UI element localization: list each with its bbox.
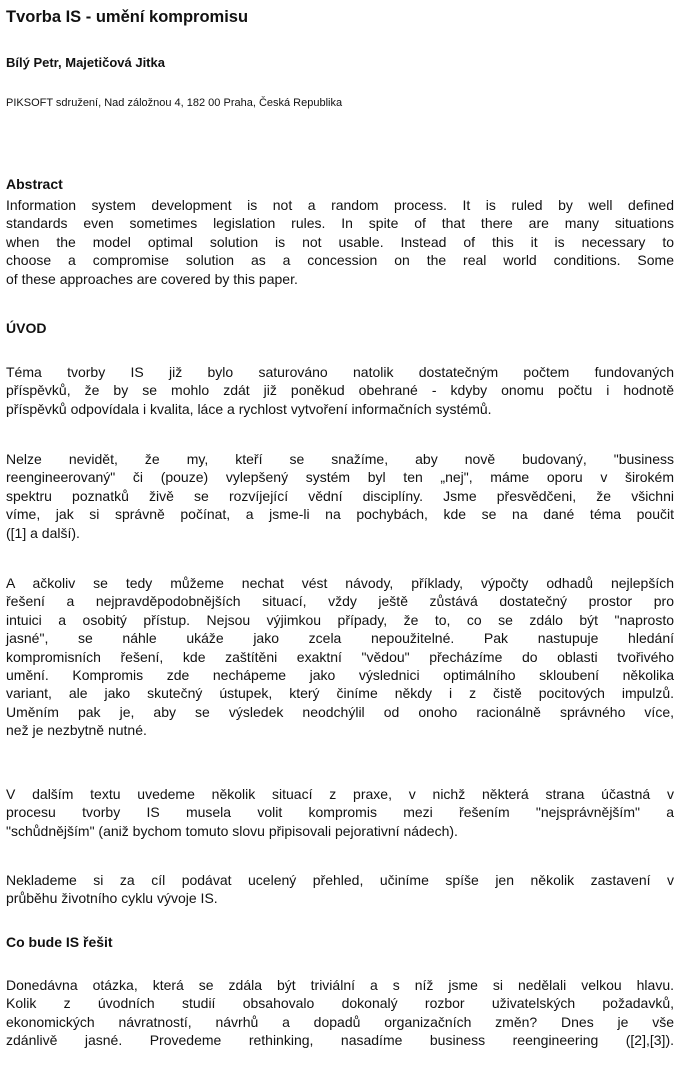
uvod-paragraph-4 bbox=[6, 785, 674, 840]
uvod-heading: ÚVOD bbox=[6, 320, 47, 336]
abstract-paragraph bbox=[6, 196, 674, 288]
text-line: řešení a nejpravděpodobnějších situací, vždy ještě zůstává dostatečný prostor pro bbox=[6, 593, 674, 610]
text-line: of these approaches are covered by this paper. bbox=[6, 270, 298, 287]
text-line: when the model optimal solution is not usable. Instead of this it is necessary to bbox=[6, 233, 674, 250]
section-heading-co-bude-is-resit: Co bude IS řešit bbox=[6, 934, 113, 950]
text-line: kompromisních řešení, kde zaštítěni exaktní "vědou" přecházíme do oblasti tvořivého bbox=[6, 648, 674, 665]
text-line: reengineerovaný" či (pouze) vylepšený systém byl ten „nej", máme oporu v širokém bbox=[6, 469, 674, 486]
text-line: A ačkoliv se tedy můžeme nechat vést návody, příklady, výpočty odhadů nejlepších bbox=[6, 575, 674, 591]
text-line: Kolik z úvodních studií obsahovalo dokonalý rozbor uživatelských požadavků, bbox=[6, 995, 674, 1012]
text-line: umění. Kompromis zde nechápeme jako výslednici optimálního skloubení několika bbox=[6, 667, 674, 684]
text-line: choose a compromise solution as a concession on the real world conditions. Some bbox=[6, 252, 674, 269]
text-line: příspěvků odpovídala i kvalita, láce a rychlost vytvoření informačních systémů. bbox=[6, 400, 492, 417]
uvod-paragraph-1 bbox=[6, 363, 674, 418]
text-line: Donedávna otázka, která se zdála být triviální a s níž jsme si nedělali velkou hlavu. bbox=[6, 977, 674, 993]
text-line: než je nezbytně nutné. bbox=[6, 722, 147, 739]
uvod-paragraph-2 bbox=[6, 450, 674, 542]
text-line: Neklademe si za cíl podávat ucelený přehled, učiníme spíše jen několik zastavení v bbox=[6, 872, 674, 888]
text-line: standards even sometimes legislation rules. In spite of that there are many situations bbox=[6, 215, 674, 232]
text-line: příspěvků, že by se mohlo zdát již poněkud obehrané - kdyby onomu počtu i hodnotě bbox=[6, 382, 674, 399]
text-line: Nelze nevidět, že my, kteří se snažíme, aby nově budovaný, "business bbox=[6, 451, 674, 467]
text-line: jasné", se náhle ukáže jako zcela nepoužitelné. Pak nastupuje hledání bbox=[6, 630, 674, 647]
text-line: Uměním pak je, aby se výsledek neodchýlil od onoho racionálně správného více, bbox=[6, 703, 674, 720]
text-line: Téma tvorby IS již bylo saturováno natolik dostatečným počtem fundovaných bbox=[6, 364, 674, 380]
text-line: ([1] a další). bbox=[6, 524, 80, 541]
uvod-paragraph-5 bbox=[6, 871, 674, 908]
text-line: variant, ale jako skutečný ústupek, který činíme někdy i z čistě pocitových impulzů. bbox=[6, 685, 674, 702]
abstract-heading: Abstract bbox=[6, 176, 63, 192]
text-line: procesu tvorby IS musela volit kompromis mezi řešením "nejsprávnějším" a bbox=[6, 804, 674, 821]
text-line: víme, jak si správně počínat, a jsme-li na pochybách, kde se na dané téma poučit bbox=[6, 506, 674, 523]
text-line: intuici a osobitý přístup. Nejsou výjimkou případy, že to, co se zdálo být "naprosto bbox=[6, 611, 674, 628]
uvod-paragraph-3 bbox=[6, 574, 674, 740]
text-line: ekonomických návratností, návrhů a dopadů organizačních změn? Dnes je vše bbox=[6, 1013, 674, 1030]
text-line: Information system development is not a random process. It is ruled by well defined bbox=[6, 197, 674, 213]
text-line: V dalším textu uvedeme několik situací z praxe, v nichž některá strana účastná v bbox=[6, 786, 674, 802]
text-line: zdánlivě jasné. Provedeme rethinking, nasadíme business reengineering ([2],[3]). bbox=[6, 1032, 674, 1049]
section2-paragraph bbox=[6, 976, 674, 1050]
text-line: spektru poznatků živě se rozvíjející vědní disciplíny. Jsme přesvědčeni, že všichni bbox=[6, 487, 674, 504]
paper-authors: Bílý Petr, Majetičová Jitka bbox=[6, 55, 165, 70]
paper-title: Tvorba IS - umění kompromisu bbox=[6, 8, 249, 26]
paper-affiliation: PIKSOFT sdružení, Nad záložnou 4, 182 00 Praha, Česká Republika bbox=[6, 97, 343, 109]
text-line: "schůdnějším" (aniž bychom tomuto slovu připisovali pejorativní nádech). bbox=[6, 822, 458, 839]
text-line: průběhu životního cyklu vývoje IS. bbox=[6, 890, 218, 907]
